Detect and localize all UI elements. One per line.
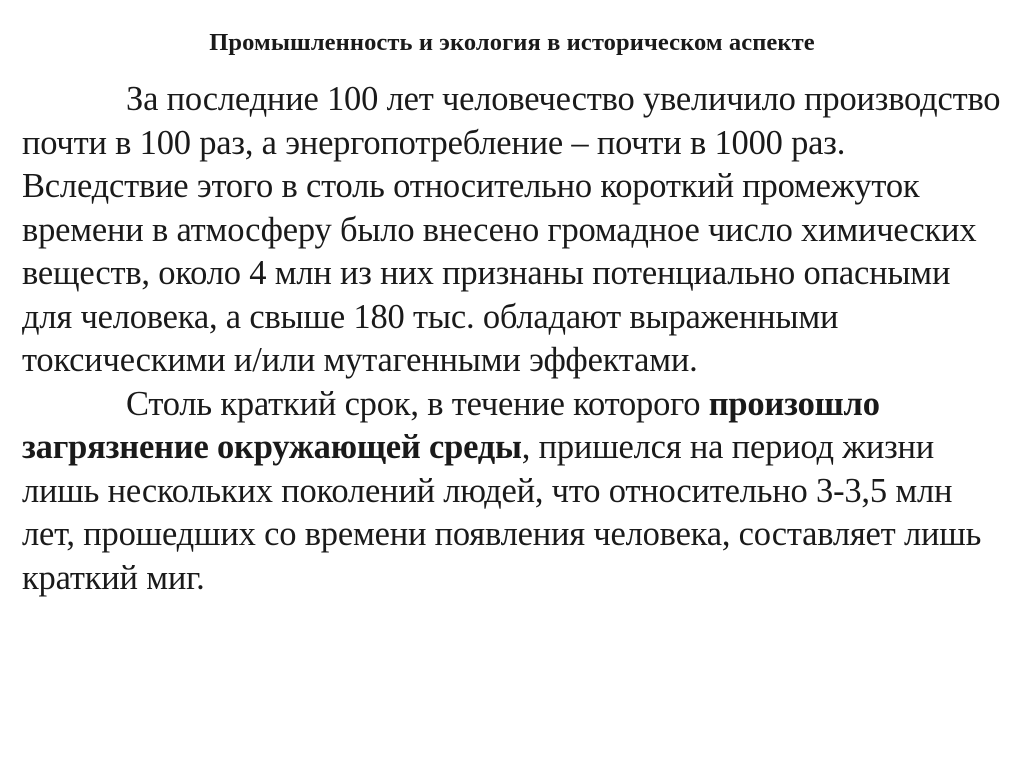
- paragraph-1: За последние 100 лет человечество увеличило производство почти в 100 раз, а энергопотребление – почти в 1000 раз. Вследствие этого в столь относительно короткий промежуток времени в атмосферу было внесено громадное число химических веществ, около 4 млн из них признаны потенциально опасными для человека, а свыше 180 тыс. обладают выраженными токсическими и/или мутагенными эффектами.: [22, 80, 1001, 379]
- paragraph-2-end: , пришелся на период жизни лишь нескольких поколений людей, что относительно 3-3,5 млн лет, прошедших со времени появления человека, составляет лишь краткий миг.: [22, 428, 982, 597]
- paragraph-2-emphasis: произошло загрязнение окружающей среды: [22, 384, 880, 466]
- slide-body: [22, 78, 1002, 600]
- slide-title: Промышленность и экология в историческом аспекте: [209, 29, 815, 56]
- paragraph-2: [22, 383, 1002, 601]
- paragraph-2-start: Столь краткий срок, в течение которого: [126, 384, 709, 423]
